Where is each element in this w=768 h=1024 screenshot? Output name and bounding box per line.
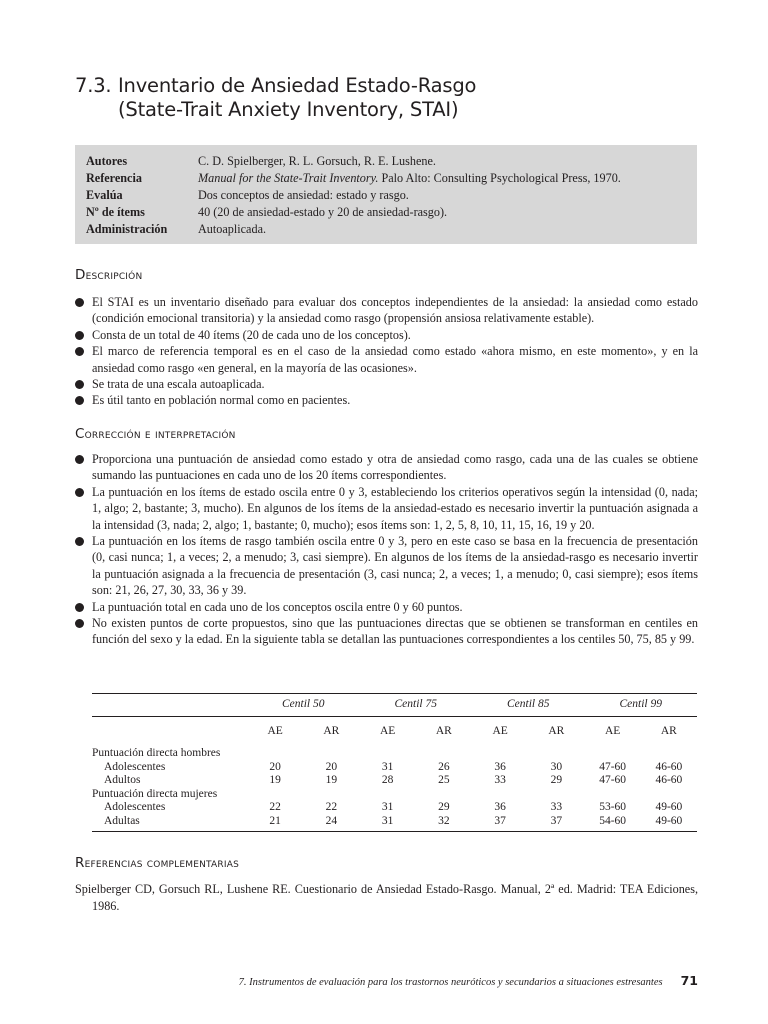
table-cell: 30 <box>550 760 563 773</box>
table-cell <box>303 788 359 802</box>
descripcion-list <box>75 294 698 409</box>
table-cell: 31 <box>381 760 394 773</box>
reference-publisher: Palo Alto: Consulting Psychological Press, 1970. <box>378 171 621 185</box>
table-cell <box>416 747 472 761</box>
column-header: AR <box>660 725 677 738</box>
table-cell: 33 <box>494 774 506 786</box>
table-cell: 32 <box>416 815 472 832</box>
info-row-administracion <box>86 221 685 238</box>
info-row-items <box>86 204 685 221</box>
correccion-list <box>75 451 698 648</box>
table-group-header <box>92 694 697 717</box>
table-cell <box>641 788 697 802</box>
table-cell: 19 <box>269 774 281 786</box>
table-cell <box>360 747 416 761</box>
info-box <box>75 145 697 244</box>
title-line-1: Inventario de Ansiedad Estado-Rasgo <box>118 74 477 97</box>
table-cell: 54-60 <box>585 815 641 832</box>
table-cell: 24 <box>303 815 359 832</box>
list-item: La puntuación total en cada uno de los conceptos oscila entre 0 y 60 puntos. <box>75 599 698 615</box>
table-cell <box>416 788 472 802</box>
info-key: Administración <box>86 222 168 236</box>
table-cell <box>303 747 359 761</box>
title-line-2: (State-Trait Anxiety Inventory, STAI) <box>118 98 459 121</box>
references-list <box>75 881 698 915</box>
table-cell: 31 <box>381 801 394 813</box>
table-row <box>92 774 697 788</box>
list-item: No existen puntos de corte propuestos, sino que las puntuaciones directas que se obtienen se transforman en centiles en función del sexo y la edad. En la siguiente tabla se detallan las puntuaciones correspondientes a los centiles 50, 75, 85 y 99. <box>75 615 698 648</box>
table-cell: 36 <box>494 801 506 813</box>
table-body <box>92 747 697 832</box>
page-title <box>75 74 715 122</box>
table-cell: 37 <box>528 815 584 832</box>
column-header: AE <box>604 725 621 738</box>
table-cell <box>585 788 641 802</box>
table-cell <box>360 788 416 802</box>
page-footer <box>75 973 698 988</box>
table-cell <box>641 747 697 761</box>
table-cell: 33 <box>550 801 563 813</box>
list-item: Proporciona una puntuación de ansiedad como estado y otra de ansiedad como rasgo, cada una de las cuales se obtiene sumando las puntuaciones en cada uno de los 20 ítems correspondientes. <box>75 451 698 484</box>
row-label: Adolescentes <box>104 760 166 773</box>
group-header: Centil 85 <box>472 694 585 717</box>
table-cell: 21 <box>247 815 303 832</box>
table-cell <box>247 747 303 761</box>
section-heading-correccion: Corrección e interpretación <box>75 426 236 442</box>
row-label: Adultos <box>104 774 141 786</box>
section-number: 7.3. <box>75 74 112 97</box>
table-cell: 29 <box>550 774 563 786</box>
table-cell: 28 <box>381 774 394 786</box>
list-item: Consta de un total de 40 ítems (20 de cada uno de los conceptos). <box>75 327 698 343</box>
reference-title: Manual for the State-Trait Inventory. <box>198 171 379 185</box>
group-header: Centil 99 <box>585 694 698 717</box>
table-cell: 49-60 <box>655 801 683 813</box>
table-cell: 47-60 <box>599 774 627 786</box>
table-cell: 20 <box>325 760 338 773</box>
reference-item: Spielberger CD, Gorsuch RL, Lushene RE. Cuestionario de Ansiedad Estado-Rasgo. Manual, 2ª ed. Madrid: TEA Ediciones, 1986. <box>75 882 698 913</box>
list-item: La puntuación en los ítems de estado oscila entre 0 y 3, estableciendo los criterios operativos según la intensidad (0, nada; 1, algo; 2, bastante; 3, mucho). En algunos de los ítems de la ansiedad-estado es necesario invertir la puntuación asignada a la intensidad (3, nada; 2, algo; 1, bastante; 0, mucho); esos ítems son: 1, 2, 5, 8, 10, 11, 15, 16, 19 y 20. <box>75 484 698 533</box>
section-heading-descripcion: Descripción <box>75 267 143 283</box>
section-heading-referencias: Referencias complementarias <box>75 855 239 871</box>
column-header: AR <box>323 725 340 738</box>
info-key: Autores <box>86 154 128 168</box>
group-header: Centil 75 <box>360 694 473 717</box>
list-item: Se trata de una escala autoaplicada. <box>75 376 698 392</box>
table-cell: 25 <box>438 774 450 786</box>
table-cell <box>472 788 528 802</box>
table-row <box>92 747 697 761</box>
list-item: El STAI es un inventario diseñado para evaluar dos conceptos independientes de la ansiedad: la ansiedad como estado (condición emocional transitoria) y la ansiedad como rasgo (propensión ansiosa relativamente estable). <box>75 294 698 327</box>
info-value <box>198 170 685 187</box>
table-cell: 46-60 <box>655 760 683 773</box>
table-cell: 29 <box>438 801 450 813</box>
table-cell: 20 <box>269 760 281 773</box>
info-value: 40 (20 de ansiedad-estado y 20 de ansiedad-rasgo). <box>198 205 448 219</box>
row-label: Puntuación directa mujeres <box>92 787 218 800</box>
table-row <box>92 761 697 775</box>
table-cell: 46-60 <box>655 774 683 786</box>
info-key: Evalúa <box>86 188 123 202</box>
info-value: C. D. Spielberger, R. L. Gorsuch, R. E. Lushene. <box>198 154 436 168</box>
row-label: Puntuación directa hombres <box>92 747 221 759</box>
info-row-evalua <box>86 187 685 204</box>
info-key: Referencia <box>86 171 142 185</box>
table-cell: 22 <box>269 801 281 813</box>
list-item: El marco de referencia temporal es en el caso de la ansiedad como estado «ahora mismo, en este momento», y en la ansiedad como rasgo «en general, en la mayoría de las ocasiones». <box>75 343 698 376</box>
table-cell <box>247 788 303 802</box>
table-cell: 26 <box>438 760 450 773</box>
list-item: Es útil tanto en población normal como en pacientes. <box>75 392 698 408</box>
row-label: Adolescentes <box>104 801 166 813</box>
table-cell: 47-60 <box>599 760 627 773</box>
info-key: Nº de ítems <box>86 205 145 219</box>
info-value: Dos conceptos de ansiedad: estado y rasgo. <box>198 188 409 202</box>
column-header: AE <box>267 725 283 738</box>
table-row <box>92 788 697 802</box>
centile-table <box>92 693 697 832</box>
table-cell: 53-60 <box>599 801 627 813</box>
table-cell: 19 <box>325 774 338 786</box>
info-row-referencia <box>86 170 685 187</box>
list-item: La puntuación en los ítems de rasgo también oscila entre 0 y 3, pero en este caso se basa en la frecuencia de presentación (0, casi nunca; 1, a veces; 2, a menudo; 3, casi siempre). En algunos de los ítems de la ansiedad-rasgo es necesario invertir la puntuación asignada a la frecuencia de presentación (3, casi nunca; 2, a veces; 1, a menudo; 0, casi siempre); esos ítems son: 21, 26, 27, 30, 33, 36 y 39. <box>75 533 698 599</box>
table-cell <box>585 747 641 761</box>
column-header: AR <box>435 725 452 738</box>
table-cell <box>472 747 528 761</box>
table-cell: 22 <box>325 801 338 813</box>
page-number: 71 <box>680 973 698 988</box>
table-cell <box>528 747 584 761</box>
table-row <box>92 815 697 832</box>
info-value: Autoaplicada. <box>198 222 267 236</box>
footer-chapter: 7. Instrumentos de evaluación para los trastornos neuróticos y secundarios a situaciones estresantes <box>238 977 663 988</box>
column-header: AR <box>548 725 565 738</box>
table-cell: 31 <box>360 815 416 832</box>
info-row-autores <box>86 153 685 170</box>
table-subheader <box>92 717 697 748</box>
table-row <box>92 801 697 815</box>
row-label: Adultas <box>92 815 247 832</box>
table-cell: 36 <box>494 760 506 773</box>
column-header: AE <box>492 725 508 738</box>
group-header: Centil 50 <box>247 694 360 717</box>
table-cell <box>528 788 584 802</box>
table-cell: 37 <box>472 815 528 832</box>
table-cell: 49-60 <box>641 815 697 832</box>
column-header: AE <box>379 725 396 738</box>
